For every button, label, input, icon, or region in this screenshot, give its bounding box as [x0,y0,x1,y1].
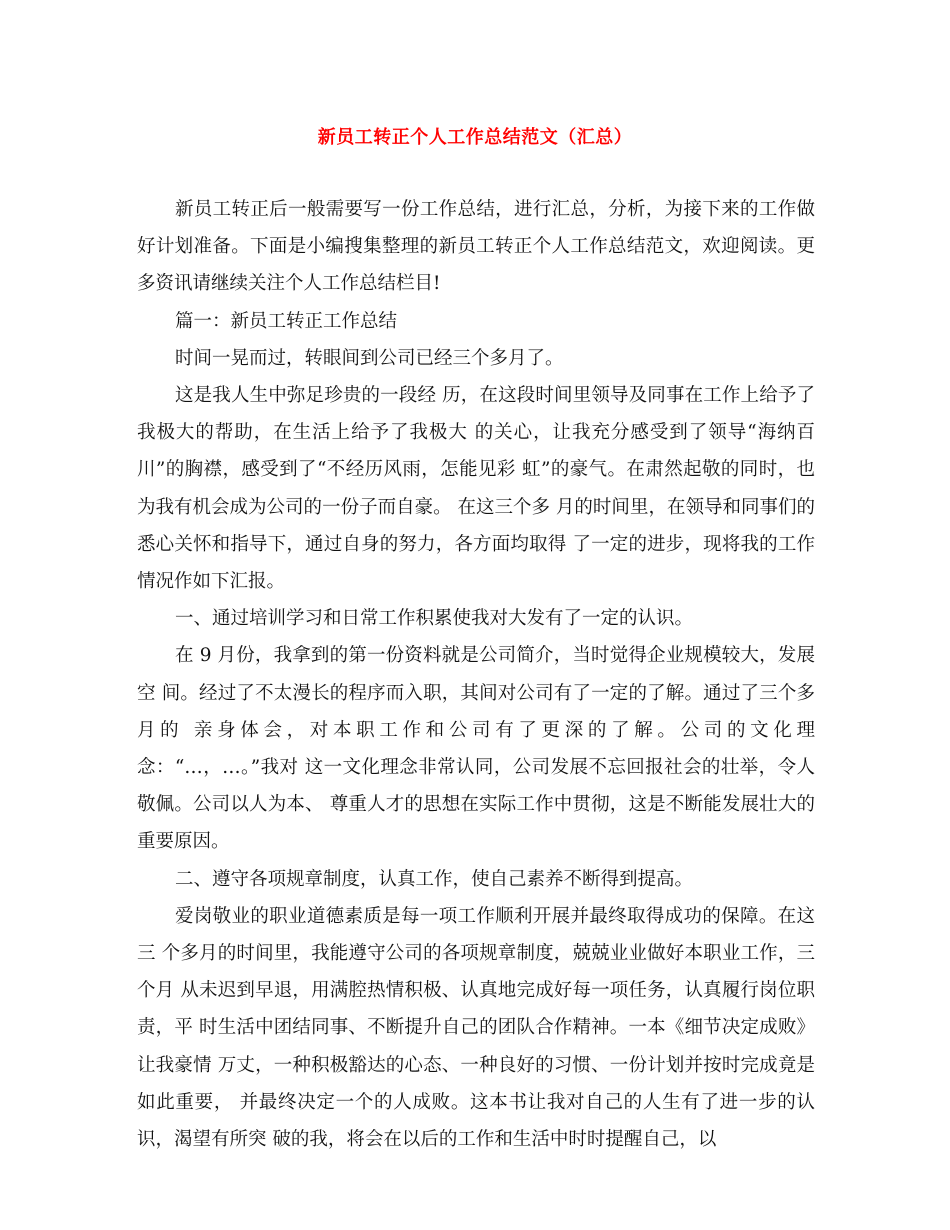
section-heading-two: 二、遵守各项规章制度，认真工作，使自己素养不断得到提高。 [175,868,694,890]
document-body [137,191,815,1158]
paragraph-work-ethic: 爱岗敬业的职业道德素质是每一项工作顺利开展并最终取得成功的保障。在这三 个多月的时间里，我能遵守公司的各项规章制度，兢兢业业做好本职业工作，三个月 从未迟到早退，用满腔热情积极、认真地完成好每一项任务，认真履行岗位职责，平 时生活中团结同事、不断提升自己的团队合作精神。一本《细节决定成败》让我豪情 万丈，一种积极豁达的心态、一种良好的习惯、一份计划并按时完成竟是如此重要， 并最终决定一个的人成败。这本书让我对自己的人生有了进一步的认识，渴望有所突 破的我，将会在以后的工作和生活中时时提醒自己，以 [137,905,815,1151]
paragraph-time-passed: 时间一晃而过，转眼间到公司已经三个多月了。 [175,347,564,369]
paragraph-experience: 这是我人生中弥足珍贵的一段经 历，在这段时间里领导及同事在工作上给予了我极大的帮助，在生活上给予了我极大 的关心，让我充分感受到了领导“海纳百川”的胸襟，感受到了“不经历风雨，怎能见彩 虹”的豪气。在肃然起敬的同时，也为我有机会成为公司的一份子而自豪。 在这三个多 月的时间里，在领导和同事们的悉心关怀和指导下，通过自身的努力，各方面均取得 了一定的进步，现将我的工作情况作如下汇报。 [137,385,815,593]
section-heading-part-one: 篇一：新员工转正工作总结 [175,310,398,332]
paragraph-company-intro: 在 9 月份，我拿到的第一份资料就是公司简介，当时觉得企业规模较大，发展空 间。经过了不太漫长的程序而入职，其间对公司有了一定的了解。通过了三个多月的 亲身体会，对本职工作和公司有了更深的了解。公司的文化理念：“…，…。”我对 这一文化理念非常认同，公司发展不忘回报社会的壮举，令人敬佩。公司以人为本、 尊重人才的思想在实际工作中贯彻，这是不断能发展壮大的重要原因。 [137,645,815,853]
section-heading-one: 一、通过培训学习和日常工作积累使我对大发有了一定的认识。 [175,608,694,630]
document-title: 新员工转正个人工作总结范文（汇总） [317,127,633,148]
paragraph-intro: 新员工转正后一般需要写一份工作总结，进行汇总，分析，为接下来的工作做好计划准备。下面是小编搜集整理的新员工转正个人工作总结范文，欢迎阅读。更多资讯请继续关注个人工作总结栏目! [137,199,815,295]
